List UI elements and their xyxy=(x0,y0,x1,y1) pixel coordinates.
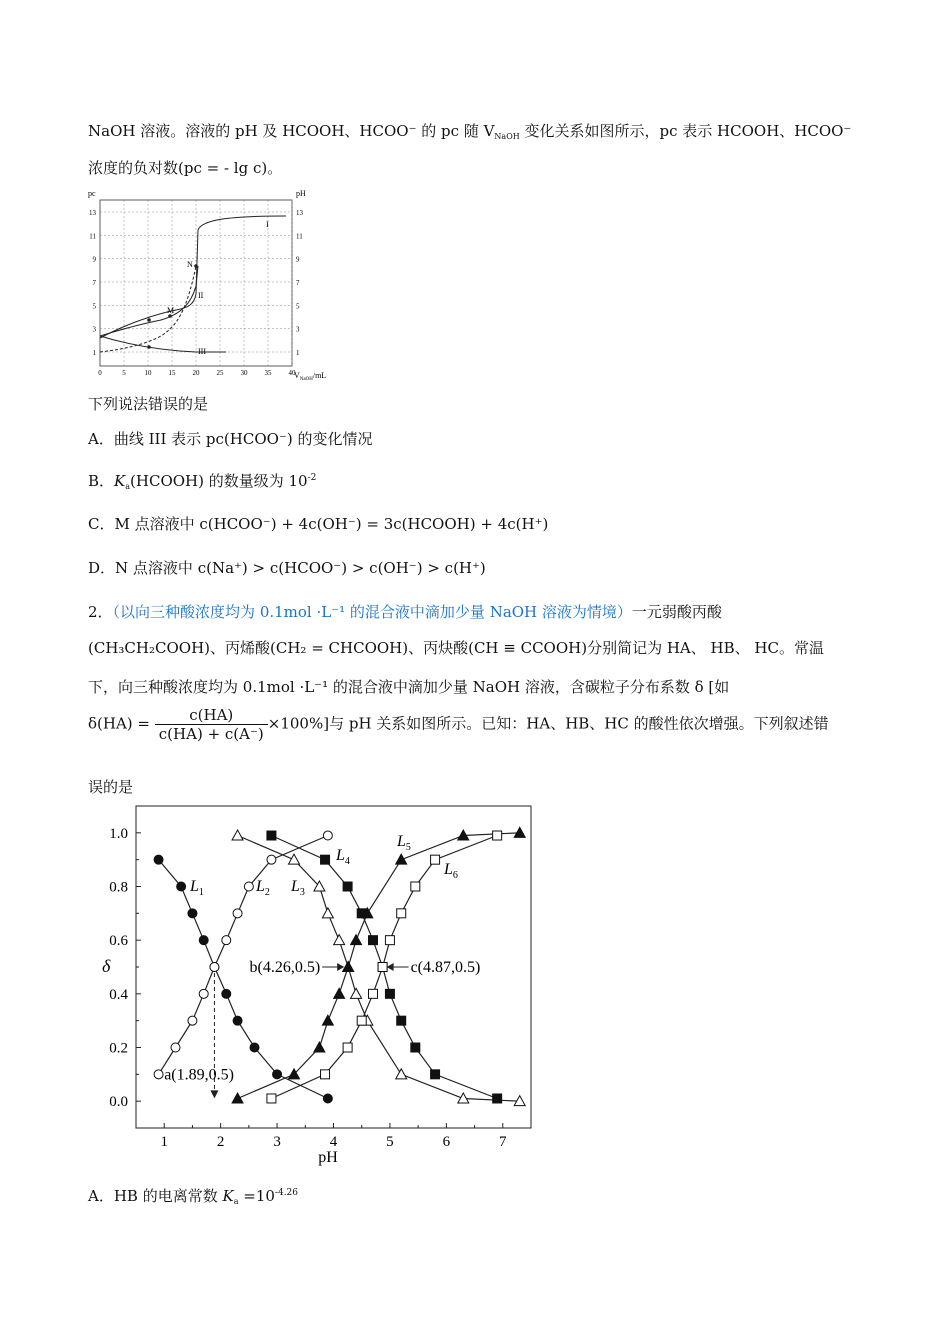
point-L6 xyxy=(321,1070,330,1079)
q2-formula-line: δ(HA) = $\frac{c(HA)}{c(HA) + c(A^-)}$ ×100%]与 pH 关系如图所示。已知：HA、HB、HC 的酸性依次增强。下列叙述错 xyxy=(88,706,829,743)
annotation-a-arrowhead xyxy=(210,1090,218,1098)
y-tick-left: 3 xyxy=(92,325,96,334)
point-L4 xyxy=(321,855,330,864)
y-tick-left: 7 xyxy=(92,279,96,287)
q1-label-N: N xyxy=(187,260,193,269)
series-label-L3: $L_3$ xyxy=(291,878,305,898)
point-L2 xyxy=(154,1070,163,1079)
annotation-c-arrowhead xyxy=(387,963,394,971)
point-L2 xyxy=(171,1043,180,1052)
point-L3 xyxy=(351,988,362,998)
x-tick: 30 xyxy=(240,369,248,377)
point-L4 xyxy=(411,1043,420,1052)
point-L4 xyxy=(493,1094,502,1103)
point-L3 xyxy=(458,1093,469,1103)
q2-formula-left: δ(HA) = xyxy=(88,714,150,733)
q1-right-axis-label: pH xyxy=(296,189,306,198)
q1-titration-chart xyxy=(86,186,346,382)
point-L1 xyxy=(222,989,231,998)
q1-option-C: C．M 点溶液中 c(HCOO⁻) + 4c(OH⁻) = 3c(HCOOH) + 4c(H⁺) xyxy=(88,515,549,533)
y-tick-left: 1 xyxy=(92,349,96,357)
q2-line3: 下，向三种酸浓度均为 0.1mol ·L⁻¹ 的混合液中滴加少量 NaOH 溶液，含碳粒子分布系数 δ [如 xyxy=(88,678,730,696)
point-L6 xyxy=(431,855,440,864)
q1-intro-line2: 浓度的负对数(pc = - lg c)。 xyxy=(88,159,283,177)
y-tick-label: 0.0 xyxy=(109,1094,128,1111)
point-L5 xyxy=(322,1015,333,1025)
point-L6 xyxy=(397,909,406,918)
q1-left-axis-label: pc xyxy=(88,189,96,198)
q2-option-A: A．HB 的电离常数 $K_a =10^{-4.26}$ xyxy=(88,1187,299,1206)
y-tick-left: 9 xyxy=(92,255,96,264)
point-L2 xyxy=(199,989,208,998)
point-L1 xyxy=(250,1043,259,1052)
point-L6 xyxy=(411,882,420,891)
series-label-L6: $L_6$ xyxy=(444,861,458,881)
q1-curve-I xyxy=(100,216,286,338)
point-L5 xyxy=(343,962,354,972)
q1-option-D: D．N 点溶液中 c(Na⁺) > c(HCOO⁻) > c(OH⁻) > c(H⁺) xyxy=(88,559,486,577)
x-tick-label: 3 xyxy=(273,1134,281,1150)
x-tick-label: 6 xyxy=(442,1134,451,1150)
point-L4 xyxy=(369,936,378,945)
point-L1 xyxy=(188,909,197,918)
point-L4 xyxy=(385,989,394,998)
point-L6 xyxy=(369,989,378,998)
y-tick-label: 1.0 xyxy=(109,825,128,842)
x-tick: 15 xyxy=(168,369,176,377)
point-L6 xyxy=(343,1043,352,1052)
q1-label-I: I xyxy=(266,220,269,229)
q1-label-III: III xyxy=(198,347,206,356)
q1-option-B: B．$K_a(HCOOH)$ 的数量级为 $10^{-2}$ xyxy=(88,472,317,491)
q2-distribution-chart xyxy=(96,800,546,1175)
point-L6 xyxy=(493,831,502,840)
point-L2 xyxy=(233,909,242,918)
y-tick-label: 0.8 xyxy=(109,879,128,896)
point-L2 xyxy=(222,936,231,945)
point-L5 xyxy=(514,827,525,837)
q1-intro-tail: 变化关系如图所示，pc 表示 HCOOH、HCOO⁻ xyxy=(519,122,852,140)
q1-curve-III xyxy=(100,336,226,352)
point-L4 xyxy=(431,1070,440,1079)
point-L2 xyxy=(210,963,219,972)
point-L1 xyxy=(323,1094,332,1103)
point-L1 xyxy=(273,1070,282,1079)
q2-formula-fraction: $\frac{c(HA)}{c(HA) + c(A^-)}$ xyxy=(155,706,268,743)
q1-intro-text: NaOH 溶液。溶液的 pH 及 HCOOH、HCOO⁻ 的 pc 随 V xyxy=(88,122,495,140)
point-L3 xyxy=(289,854,300,864)
y-tick-right: 3 xyxy=(296,325,300,334)
q2-x-axis-label: pH xyxy=(318,1149,338,1166)
point-L3 xyxy=(334,935,345,945)
y-tick-label: 0.4 xyxy=(109,986,128,1003)
q1-intro-sub: NaOH xyxy=(494,132,520,141)
x-tick-label: 4 xyxy=(329,1134,338,1150)
series-label-L2: $L_2$ xyxy=(256,878,270,898)
series-label-L5: $L_5$ xyxy=(397,833,411,853)
y-tick-label: 0.6 xyxy=(109,933,128,950)
point-L6 xyxy=(267,1094,276,1103)
point-L2 xyxy=(244,882,253,891)
x-tick: 40 xyxy=(288,369,296,377)
y-tick-left: 13 xyxy=(89,209,96,217)
q1-point xyxy=(147,318,151,322)
x-tick: 0 xyxy=(98,369,102,377)
y-tick-left: 11 xyxy=(89,232,96,241)
x-tick: 5 xyxy=(122,369,126,377)
y-tick-right: 11 xyxy=(296,232,303,241)
y-tick-right: 13 xyxy=(296,209,303,217)
point-L1 xyxy=(154,855,163,864)
point-L4 xyxy=(343,882,352,891)
q2-line1: 2．（以向三种酸浓度均为 0.1mol ·L⁻¹ 的混合液中滴加少量 NaOH 溶液为情境）一元弱酸丙酸 xyxy=(88,603,722,621)
q1-point xyxy=(147,345,151,349)
series-label-L1: $L_1$ xyxy=(190,878,204,898)
point-L2 xyxy=(323,831,332,840)
annotation-c-label: c(4.87,0.5) xyxy=(410,959,481,976)
point-L3 xyxy=(232,830,243,840)
y-tick-right: 9 xyxy=(296,255,300,264)
q1-label-II: II xyxy=(198,291,204,300)
series-label-L4: $L_4$ xyxy=(336,847,350,867)
q1-label-M: M xyxy=(167,306,175,315)
annotation-b-label: b(4.26,0.5) xyxy=(249,959,321,976)
y-tick-right: 1 xyxy=(296,349,300,357)
y-tick-right: 5 xyxy=(296,302,300,311)
q2-line5: 误的是 xyxy=(88,778,134,796)
q1-point-N xyxy=(194,264,198,268)
q1-intro-line1 xyxy=(88,120,851,141)
x-tick: 20 xyxy=(192,369,200,377)
q2-context: （以向三种酸浓度均为 0.1mol ·L⁻¹ 的混合液中滴加少量 NaOH 溶液为情境） xyxy=(112,603,632,621)
point-L5 xyxy=(396,854,407,864)
point-L1 xyxy=(199,936,208,945)
point-L1 xyxy=(177,882,186,891)
x-tick-label: 5 xyxy=(386,1134,394,1150)
x-tick: 25 xyxy=(216,369,224,377)
point-L5 xyxy=(314,1042,325,1052)
q1-curve-II xyxy=(100,266,198,336)
point-L6 xyxy=(357,1016,366,1025)
x-tick: 35 xyxy=(264,369,272,377)
q1-option-A: A．曲线 III 表示 pc(HCOO⁻) 的变化情况 xyxy=(88,430,373,448)
point-L5 xyxy=(334,988,345,998)
point-L4 xyxy=(397,1016,406,1025)
annotation-a-label: a(1.89,0.5) xyxy=(164,1066,234,1084)
point-L3 xyxy=(396,1069,407,1079)
y-tick-label: 0.2 xyxy=(109,1040,128,1057)
point-L4 xyxy=(267,831,276,840)
q1-x-axis-label: $V_{NaOH}/mL$ xyxy=(294,371,327,382)
point-L2 xyxy=(188,1016,197,1025)
point-L6 xyxy=(378,963,387,972)
x-tick-label: 1 xyxy=(160,1134,168,1150)
q2-number: 2． xyxy=(88,603,113,621)
q2-y-axis-label: δ xyxy=(102,956,111,976)
point-L2 xyxy=(267,855,276,864)
point-L5 xyxy=(232,1093,243,1103)
point-L6 xyxy=(385,936,394,945)
point-L3 xyxy=(322,908,333,918)
q1-question: 下列说法错误的是 xyxy=(88,395,209,413)
series-line-L2 xyxy=(159,836,328,1075)
x-tick: 10 xyxy=(144,369,152,377)
x-tick-label: 2 xyxy=(216,1134,225,1150)
y-tick-left: 5 xyxy=(92,302,96,311)
x-tick-label: 7 xyxy=(499,1134,507,1150)
point-L1 xyxy=(233,1016,242,1025)
point-L5 xyxy=(351,935,362,945)
q2-line2: (CH₃CH₂COOH)、丙烯酸(CH₂ = CHCOOH)、丙炔酸(CH ≡ CCOOH)分别简记为 HA、 HB、 HC。常温 xyxy=(88,639,824,657)
y-tick-right: 7 xyxy=(296,279,300,287)
